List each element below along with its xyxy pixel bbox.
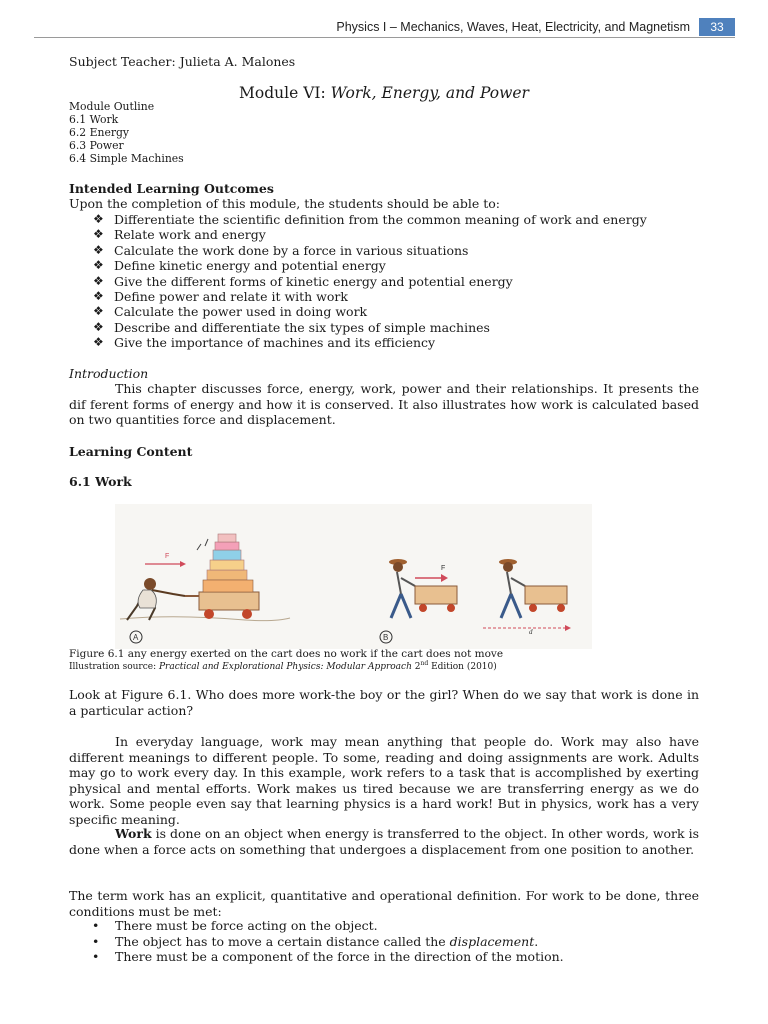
figure-source: Illustration source: Practical and Explorational Physics: Modular Approach 2nd Edition (2010) xyxy=(69,660,497,672)
introduction-heading: Introduction xyxy=(69,366,149,381)
page-number: 33 xyxy=(699,18,735,36)
condition-item: • The object has to move a certain distance called the displacement. xyxy=(92,933,539,949)
ilo-item: ❖ Give the importance of machines and its efficiency xyxy=(93,335,436,351)
everyday-work-paragraph: In everyday language, work may mean anything that people do. Work may also have different meanings to different people. To some, reading and doing assignments are work. Adults may go to work every day. In this example, work refers to a task that is accomplished by exerting physical and mental efforts. Work makes us tired because we are transferring energy as we do work. Some people even say that learning physics is a hard work! But in physics, work has a very specific meaning. xyxy=(69,734,699,827)
panel-b-label: B xyxy=(383,633,389,642)
ilo-intro: Upon the completion of this module, the students should be able to: xyxy=(69,196,500,211)
outline-item: 6.3 Power xyxy=(69,138,124,152)
diamond-bullet-icon: ❖ xyxy=(93,258,104,273)
outline-item: 6.1 Work xyxy=(69,112,119,126)
diamond-bullet-icon: ❖ xyxy=(93,212,104,226)
force-label: F xyxy=(165,553,170,560)
diamond-bullet-icon: ❖ xyxy=(93,335,104,350)
figure-6-1 xyxy=(115,504,592,649)
panel-a-scene xyxy=(120,534,290,643)
ilo-item: ❖ Differentiate the scientific definition from the common meaning of work and energy xyxy=(93,212,647,227)
introduction-text: This chapter discusses force, energy, work, power and their relationships. It presents the dif ferent forms of energy and how it is conserved. It also illustrates how work is calculated based on two quantities force and displacement. xyxy=(69,381,699,428)
ilo-list xyxy=(93,212,647,351)
conditions-list xyxy=(90,918,564,965)
subject-teacher: Subject Teacher: Julieta A. Malones xyxy=(69,54,296,69)
module-prefix: Module VI: xyxy=(239,84,326,102)
diamond-bullet-icon: ❖ xyxy=(93,319,104,334)
work-term: Work xyxy=(115,826,152,841)
header-title: Physics I – Mechanics, Waves, Heat, Electricity, and Magnetism xyxy=(336,20,690,34)
diamond-bullet-icon: ❖ xyxy=(93,273,104,288)
ilo-item: ❖ Define power and relate it with work xyxy=(93,289,348,305)
force-label: F xyxy=(441,565,446,572)
panel-a-label: A xyxy=(133,633,139,642)
ilo-item: ❖ Describe and differentiate the six types of simple machines xyxy=(93,319,490,335)
conditions-intro: The term work has an explicit, quantitative and operational definition. For work to be done, three conditions must be met: xyxy=(69,888,699,919)
figure-caption: Figure 6.1 any energy exerted on the cart does no work if the cart does not move xyxy=(69,648,504,660)
diamond-bullet-icon: ❖ xyxy=(93,242,104,257)
module-name: Work, Energy, and Power xyxy=(330,84,529,102)
diamond-bullet-icon: ❖ xyxy=(93,289,104,304)
outline-item: 6.2 Energy xyxy=(69,125,129,139)
question-paragraph: Look at Figure 6.1. Who does more work-the boy or the girl? When do we say that work is done in a particular action? xyxy=(69,687,699,718)
outline-heading: Module Outline xyxy=(69,100,155,113)
condition-item: • There must be force acting on the object. xyxy=(92,918,378,933)
diamond-bullet-icon: ❖ xyxy=(93,227,104,242)
ilo-item: ❖ Give the different forms of kinetic energy and potential energy xyxy=(93,273,513,289)
panel-b-scene xyxy=(380,559,571,643)
module-outline xyxy=(69,101,184,166)
ilo-item: ❖ Define kinetic energy and potential energy xyxy=(93,258,386,274)
learning-content-heading: Learning Content xyxy=(69,444,193,459)
header-rule xyxy=(34,37,735,38)
section-heading-work: 6.1 Work xyxy=(69,474,132,489)
outline-item: 6.4 Simple Machines xyxy=(69,151,184,165)
cart-illustration xyxy=(115,504,592,649)
ilo-item: ❖ Calculate the work done by a force in various situations xyxy=(93,242,469,258)
work-definition-paragraph: Work is done on an object when energy is transferred to the object. In other words, work is done when a force acts on something that undergoes a displacement from one position to another. xyxy=(69,826,699,857)
distance-label: d xyxy=(529,628,533,636)
diamond-bullet-icon: ❖ xyxy=(93,304,104,319)
ilo-item: ❖ Relate work and energy xyxy=(93,227,266,243)
condition-item: • There must be a component of the force in the direction of the motion. xyxy=(92,949,564,965)
ilo-heading: Intended Learning Outcomes xyxy=(69,181,274,196)
ilo-item: ❖ Calculate the power used in doing work xyxy=(93,304,368,320)
